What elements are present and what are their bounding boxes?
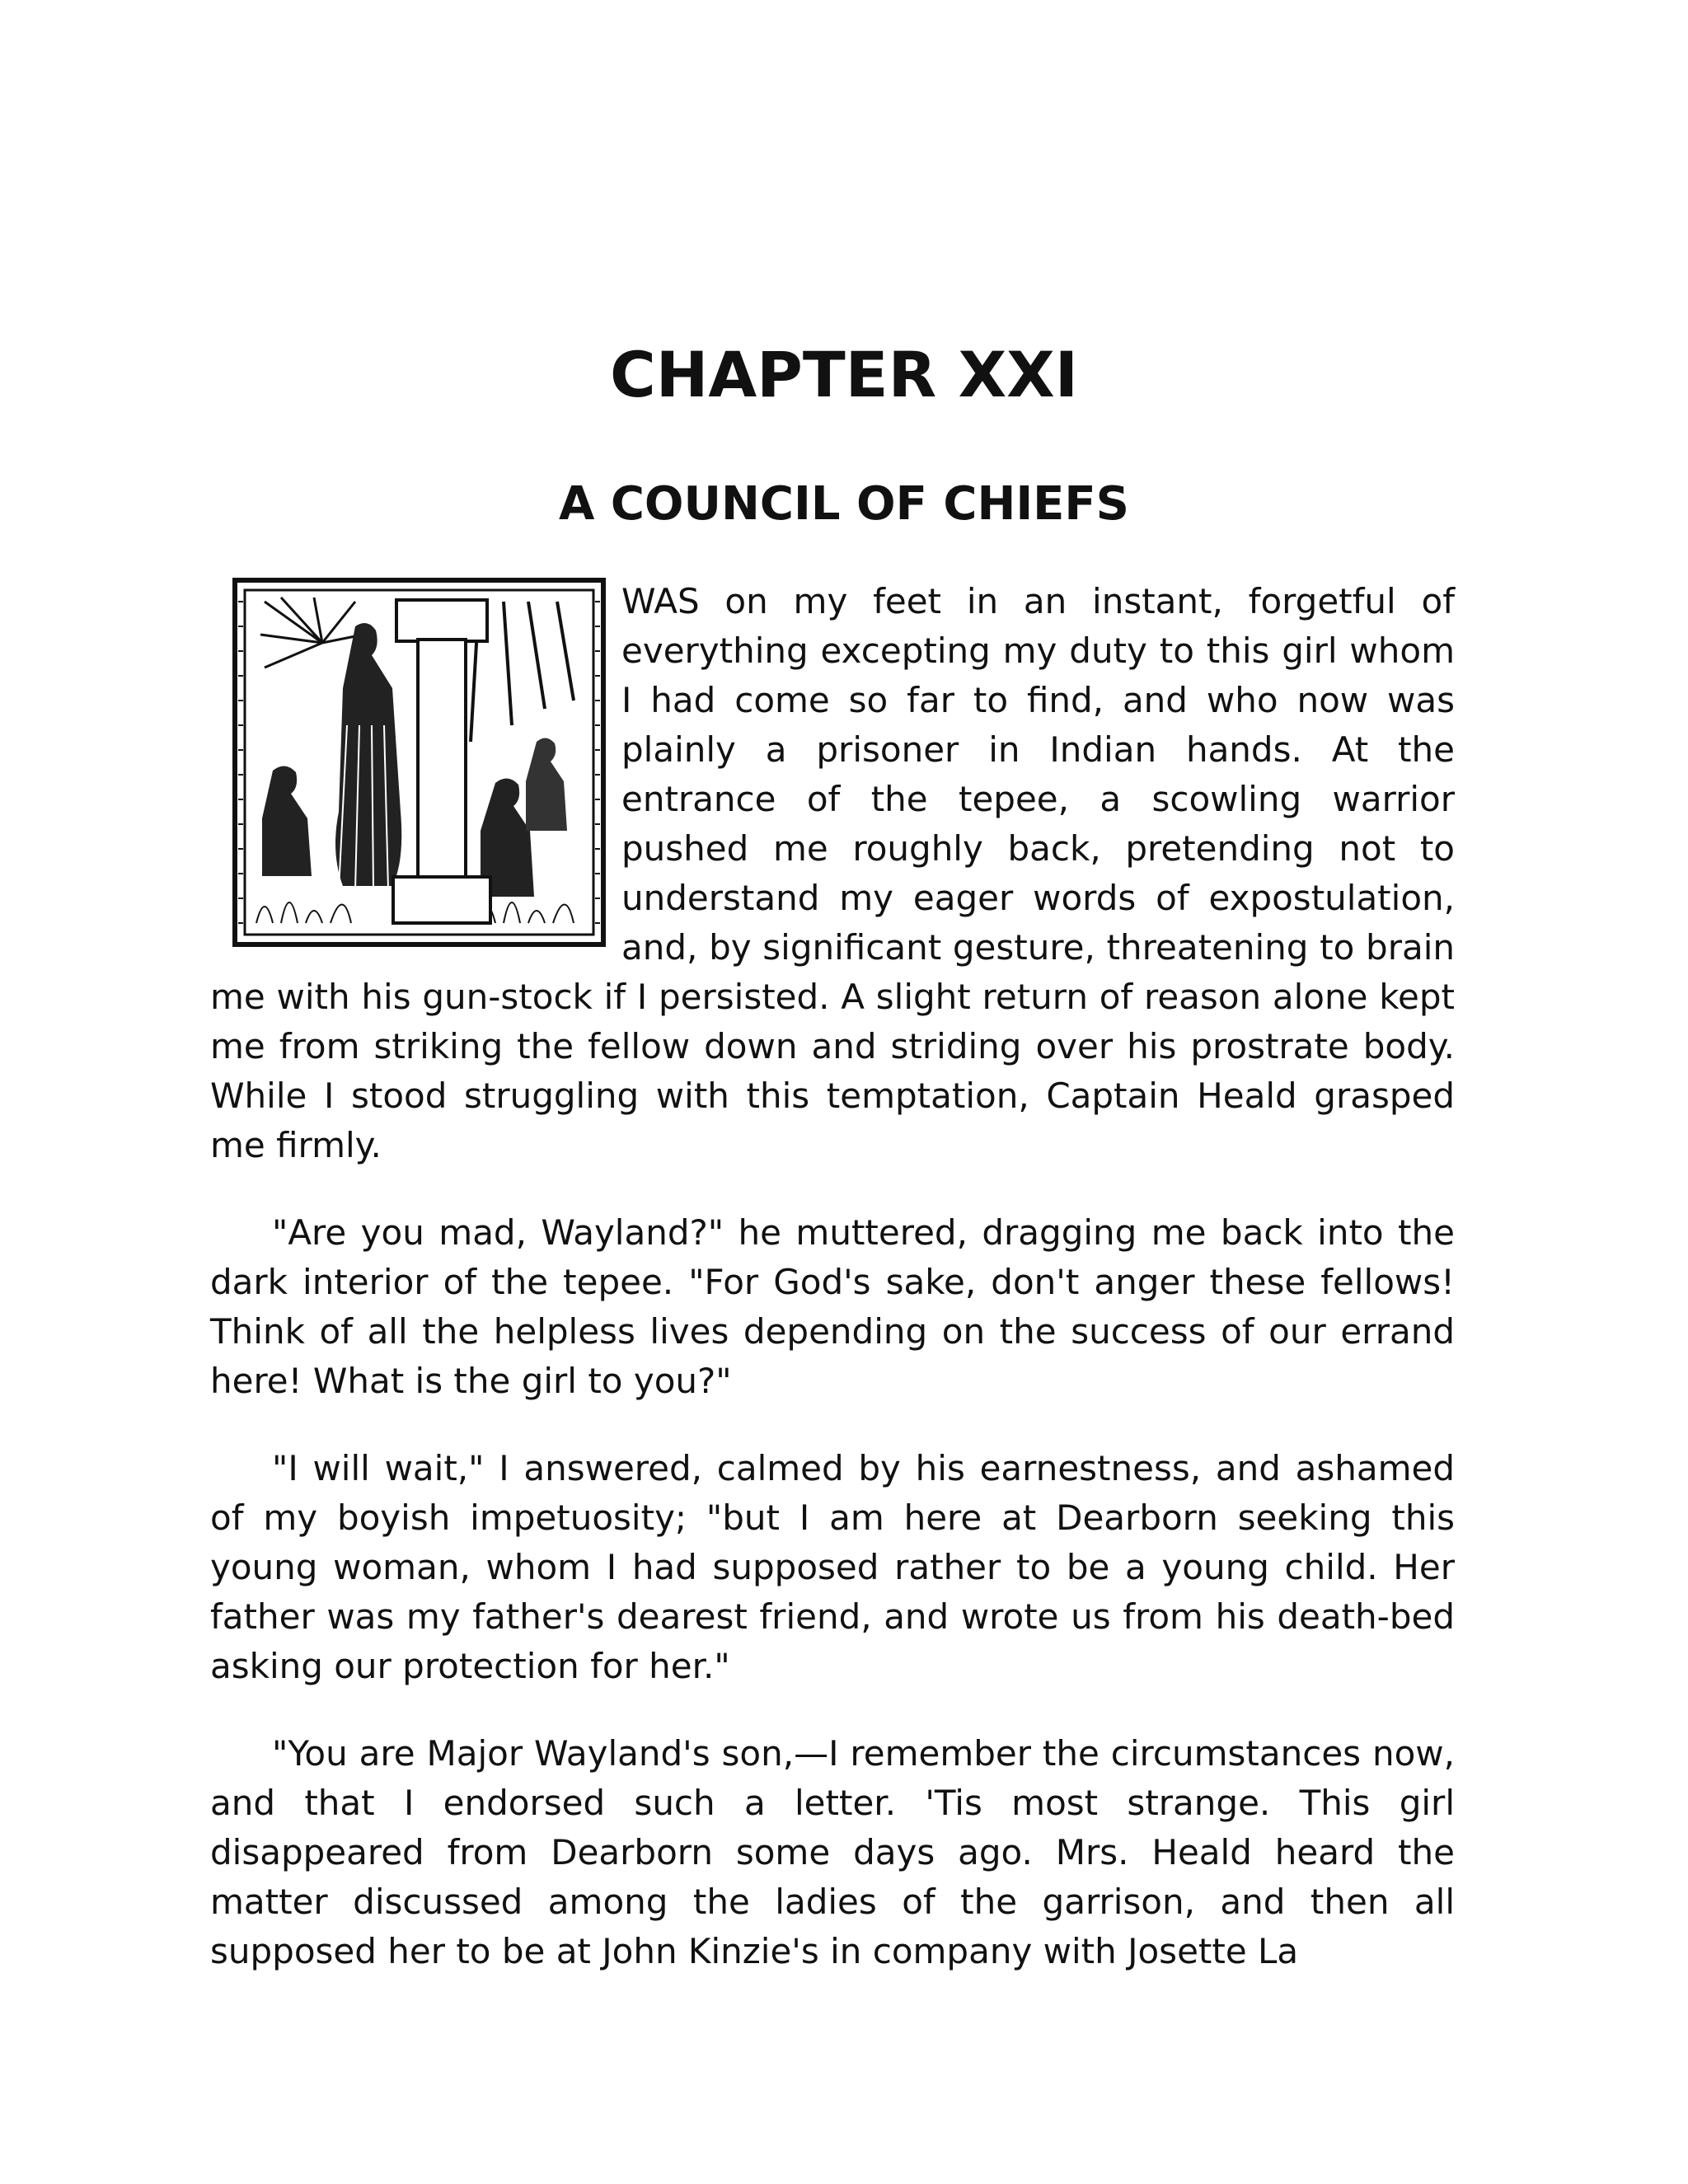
paragraph: "You are Major Wayland's son,—I remember the circumstances now, and that I endorsed such a letter. 'Tis most strange. This girl disappeared from Dearborn some days ago. Mrs. Heald heard the matter discussed among the ladies of the garrison, and then all supposed her to be at John Kinzie's in company with Josette La bbox=[210, 1733, 1455, 1971]
chapter-subtitle: A COUNCIL OF CHIEFS bbox=[559, 477, 1129, 531]
chapter-title: CHAPTER XXI bbox=[609, 338, 1079, 411]
chapter-text bbox=[210, 577, 1455, 2014]
paragraph: "I will wait," I answered, calmed by his earnestness, and ashamed of my boyish impetuosity; "but I am here at Dearborn seeking this young woman, whom I had supposed rather to be a young child. Her father was my father's dearest friend, and wrote us from his death-bed asking our protection for her." bbox=[210, 1448, 1455, 1686]
paragraph: WAS on my feet in an instant, forgetful of everything excepting my duty to this girl whom I had come so far to find, and who now was plainly a prisoner in Indian hands. At the entrance of the tepee, a scowling warrior pushed me roughly back, pretending not to understand my eager words of expostulation, and, by significant gesture, threatening to brain me with his gun-stock if I persisted. A slight return of reason alone kept me from striking the fellow down and striding over his prostrate body. While I stood struggling with this temptation, Captain Heald grasped me firmly. bbox=[210, 581, 1455, 1165]
paragraph: "Are you mad, Wayland?" he muttered, dragging me back into the dark interior of the tepee. "For God's sake, don't anger these fellows! Think of all the helpless lives depending on the success of our errand here! What is the girl to you?" bbox=[210, 1212, 1455, 1401]
illuminated-initial-icon bbox=[232, 577, 607, 948]
